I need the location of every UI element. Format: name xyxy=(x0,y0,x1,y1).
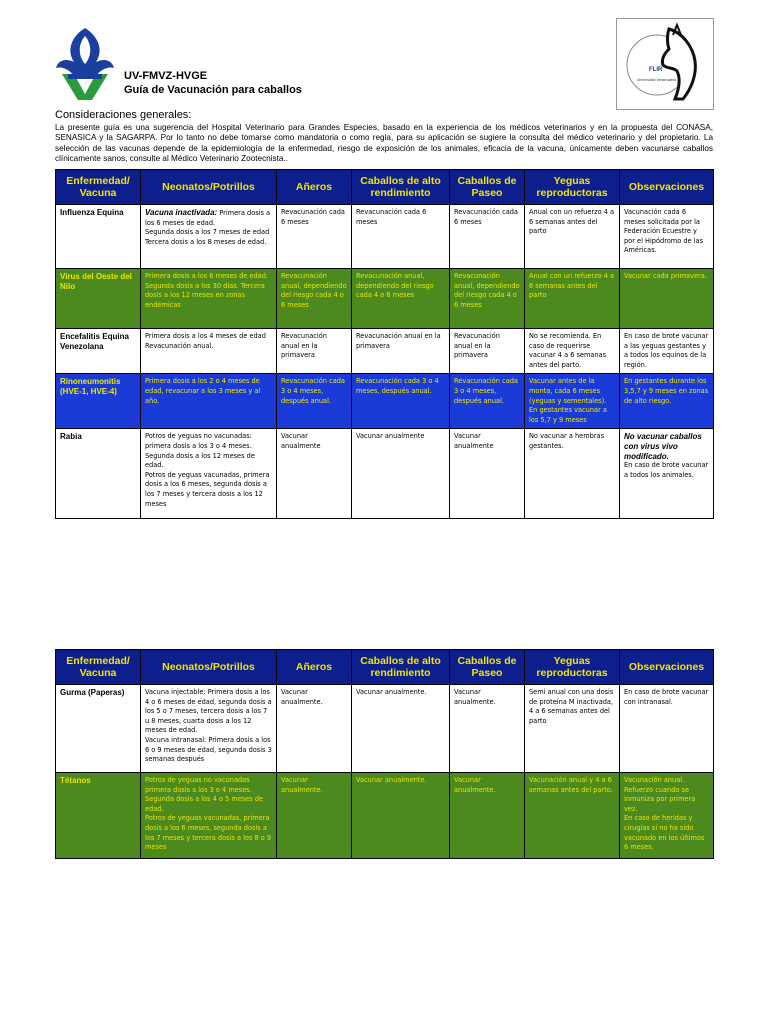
disease-cell: Influenza Equina xyxy=(56,205,141,269)
disease-cell: Tétanos xyxy=(56,773,141,859)
table-row xyxy=(56,205,714,269)
cell-text: Vacunar antes de la monta, cada 6 meses (yeguas y sementales). En gestantes vacunar a los 5,7 y 9 meses xyxy=(529,377,607,424)
observaciones-cell xyxy=(620,429,714,519)
cell-text: Vacunar anualmente xyxy=(454,432,494,450)
cell-text: Revacunación anual en la primavera xyxy=(454,332,500,360)
cell-text: Revacunación cada 3 o 4 meses, después anual. xyxy=(356,377,439,395)
cell-text: Revacunación cada 6 meses xyxy=(356,208,427,226)
considerations-text: La presente guía es una sugerencia del Hospital Veterinario para Grandes Especies, basado en la experiencia de los médicos veterinarios y en la propuesta del CONASA, SENASICA y la SAGARPA. Por lo tanto no debe tomarse como mandatoria o como regla, para su aplicación se sugiere la consulta del médico veterinario y del propietario. La selección de las vacunas depende de la epidemiología de la enfermedad, riesgo de exposición de los animales, eficacia de la vacuna, únicamente deben vacunarse caballos clínicamente sanos, consulte al Médico Veterinario Zootecnista.. xyxy=(55,123,713,164)
uv-logo xyxy=(52,24,118,102)
table-row xyxy=(56,685,714,773)
cell-text: Potros de yeguas no vacunadas primera dosis a los 3 o 4 meses. Segunda dosis a los 4 o 5 meses de edad. Potros de yeguas vacunadas, primera dosis a los 6 meses, segunda dosis a los 7 meses y tercera dosis a los 8 o 9 meses xyxy=(145,776,272,852)
cell-text: Vacunación anual. Refuerzo cuando se inmuniza por primera vez. En caso de heridas y cirugías si no ha sido vacunado en los últimos 6 meses. xyxy=(624,776,705,852)
neonatos-cell xyxy=(141,374,277,429)
neonatos-cell xyxy=(141,685,277,773)
table-row xyxy=(56,269,714,329)
vaccination-table-2 xyxy=(55,649,714,859)
cell-text: Revacunación anual en la primavera xyxy=(356,332,441,350)
cell-text: Vacunar anualmente. xyxy=(281,688,323,706)
yeguas-cell xyxy=(525,269,620,329)
yeguas-cell xyxy=(525,329,620,374)
alto-rendimiento-cell xyxy=(352,329,450,374)
warning-text: No vacunar caballos con virus vivo modificado. xyxy=(624,432,702,461)
cell-text: Vacunar anualmente. xyxy=(454,776,496,794)
aneros-cell xyxy=(277,374,352,429)
uv-seal-label: Universidad Veracruzana xyxy=(637,78,677,82)
vaccine-type-label: Vacuna inactivada: xyxy=(145,208,218,217)
paseo-cell xyxy=(450,773,525,859)
aneros-cell xyxy=(277,773,352,859)
cell-text: Anual con un refuerzo 4 a 6 semanas antes del parto xyxy=(529,272,615,300)
observaciones-cell xyxy=(620,374,714,429)
alto-rendimiento-cell xyxy=(352,429,450,519)
alto-rendimiento-cell xyxy=(352,773,450,859)
cell-text: Revacunación anual, dependiendo del riesgo cada 4 o 6 meses xyxy=(356,272,434,300)
cell-text: Vacunar cada primavera. xyxy=(624,272,707,280)
aneros-cell xyxy=(277,429,352,519)
observaciones-cell xyxy=(620,773,714,859)
vaccination-table-1 xyxy=(55,169,714,519)
neonatos-cell xyxy=(141,773,277,859)
column-header: Observaciones xyxy=(620,650,714,685)
disease-cell: Gurma (Paperas) xyxy=(56,685,141,773)
cell-text: Vacunación cada 6 meses solicitada por la Federación Ecuestre y por el Hipódromo de las Américas. xyxy=(624,208,704,255)
paseo-cell xyxy=(450,269,525,329)
cell-text: Vacunar anualmente xyxy=(356,432,425,441)
table-row xyxy=(56,374,714,429)
column-header: Añeros xyxy=(277,170,352,205)
yeguas-cell xyxy=(525,205,620,269)
observaciones-cell xyxy=(620,329,714,374)
paseo-cell xyxy=(450,685,525,773)
paseo-cell xyxy=(450,329,525,374)
table-header-row xyxy=(56,170,714,205)
observaciones-cell xyxy=(620,685,714,773)
column-header: Enfermedad/ Vacuna xyxy=(56,170,141,205)
cell-text: En gestantes durante los 3,5,7 y 9 meses en zonas de alto riesgo. xyxy=(624,377,709,405)
alto-rendimiento-cell xyxy=(352,205,450,269)
neonatos-cell xyxy=(141,205,277,269)
flir-label: FLIR xyxy=(649,67,663,73)
yeguas-cell xyxy=(525,429,620,519)
aneros-cell xyxy=(277,269,352,329)
neonatos-cell xyxy=(141,329,277,374)
cell-text: En caso de brote vacunar a las yeguas gestantes y a todos los equinos de la región. xyxy=(624,332,709,369)
paseo-cell xyxy=(450,205,525,269)
column-header: Neonatos/Potrillos xyxy=(141,650,277,685)
cell-text: Vacunar anualmente. xyxy=(356,688,427,696)
observaciones-cell xyxy=(620,269,714,329)
cell-text: En caso de brote vacunar a todos los animales. xyxy=(624,461,709,479)
column-header: Caballos de alto rendimiento xyxy=(352,650,450,685)
disease-cell: Rinoneumonitis (HVE-1, HVE-4) xyxy=(56,374,141,429)
paseo-cell xyxy=(450,429,525,519)
header-title: Guía de Vacunación para caballos xyxy=(124,84,302,96)
column-header: Caballos de Paseo xyxy=(450,650,525,685)
cell-text: Revacunación cada 3 o 4 meses, después anual. xyxy=(454,377,518,405)
column-header: Neonatos/Potrillos xyxy=(141,170,277,205)
column-header: Enfermedad/ Vacuna xyxy=(56,650,141,685)
aneros-cell xyxy=(277,685,352,773)
yeguas-cell xyxy=(525,685,620,773)
cell-text: Vacuna injectable: Primera dosis a los 4 o 6 meses de edad, segunda dosis a los 5 o 7 meses, tercera dosis a los 7 u 8 meses, cuarta dosis a los 12 meses de edad. Vacuna intranasal: Primera dosis a los 6 o 9 meses de edad, segunda dosis 3 semanas después xyxy=(145,688,272,764)
column-header: Caballos de Paseo xyxy=(450,170,525,205)
cell-text: Primera dosis a los 6 meses de edad. Segunda dosis a los 30 días. Tercera dosis a los 12 meses en zonas endémicas xyxy=(145,272,268,309)
column-header: Añeros xyxy=(277,650,352,685)
cell-text: Revacunación anual en la primavera xyxy=(281,332,327,360)
yeguas-cell xyxy=(525,374,620,429)
cell-text: No vacunar a hembras gestantes. xyxy=(529,432,605,450)
alto-rendimiento-cell xyxy=(352,269,450,329)
considerations-title: Consideraciones generales: xyxy=(55,109,192,121)
alto-rendimiento-cell xyxy=(352,685,450,773)
hospital-logo xyxy=(616,18,714,110)
cell-text: Revacunación cada 3 o 4 meses, después anual. xyxy=(281,377,345,405)
cell-text: Primera dosis a los 4 meses de edad Revacunación anual. xyxy=(145,332,266,350)
table-row xyxy=(56,429,714,519)
yeguas-cell xyxy=(525,773,620,859)
cell-text: Vacunar anualmente. xyxy=(356,776,427,784)
aneros-cell xyxy=(277,329,352,374)
paseo-cell xyxy=(450,374,525,429)
cell-text: Revacunación cada 6 meses xyxy=(454,208,518,226)
column-header: Caballos de alto rendimiento xyxy=(352,170,450,205)
alto-rendimiento-cell xyxy=(352,374,450,429)
cell-text: En caso de brote vacunar con intranasal. xyxy=(624,688,709,706)
cell-text: Primera dosis a los 6 meses de edad. Segunda dosis a los 7 meses de edad Tercera dosis a los 8 meses de edad. xyxy=(145,209,271,246)
table-header-row xyxy=(56,650,714,685)
cell-text: Revacunación anual, dependiendo del riesgo cada 4 o 6 meses xyxy=(281,272,347,309)
cell-text: Vacunar anualmente. xyxy=(454,688,496,706)
column-header: Observaciones xyxy=(620,170,714,205)
cell-text: Vacunar anualmente xyxy=(281,432,321,450)
aneros-cell xyxy=(277,205,352,269)
column-header: Yeguas reproductoras xyxy=(525,650,620,685)
cell-text: Semi anual con una dosis de proteína M inactivada, 4 a 6 semanas antes del parto xyxy=(529,688,614,725)
cell-text: Primera dosis a los 2 o 4 meses de edad, revacunar a los 3 meses y al año. xyxy=(145,377,261,405)
cell-text: Vacunación anual y 4 a 6 semanas antes del parto. xyxy=(529,776,613,794)
cell-text: Anual con un refuerzo 4 a 6 semanas antes del parto xyxy=(529,208,615,236)
header-code: UV-FMVZ-HVGE xyxy=(124,70,208,82)
disease-cell: Virus del Oeste del Nilo xyxy=(56,269,141,329)
cell-text: Revacunación anual, dependiendo del riesgo cada 4 o 6 meses xyxy=(454,272,520,309)
disease-cell: Rabia xyxy=(56,429,141,519)
neonatos-cell xyxy=(141,269,277,329)
table-row xyxy=(56,773,714,859)
column-header: Yeguas reproductoras xyxy=(525,170,620,205)
cell-text: No se recomienda. En caso de requerirse vacunar 4 a 6 semanas antes del parto. xyxy=(529,332,607,369)
disease-cell: Encefalitis Equina Venezolana xyxy=(56,329,141,374)
cell-text: Vacunar anualmente. xyxy=(281,776,323,794)
cell-text: Potros de yeguas no vacunadas: primera dosis a los 3 o 4 meses. Segunda dosis a los 12 meses de edad. Potros de yeguas vacunadas, primera dosis a los 6 meses, segunda dosis a los 7 meses y tercera dosis a los 12 meses xyxy=(145,432,270,508)
cell-text: Revacunación cada 6 meses xyxy=(281,208,345,226)
observaciones-cell xyxy=(620,205,714,269)
table-row xyxy=(56,329,714,374)
neonatos-cell xyxy=(141,429,277,519)
